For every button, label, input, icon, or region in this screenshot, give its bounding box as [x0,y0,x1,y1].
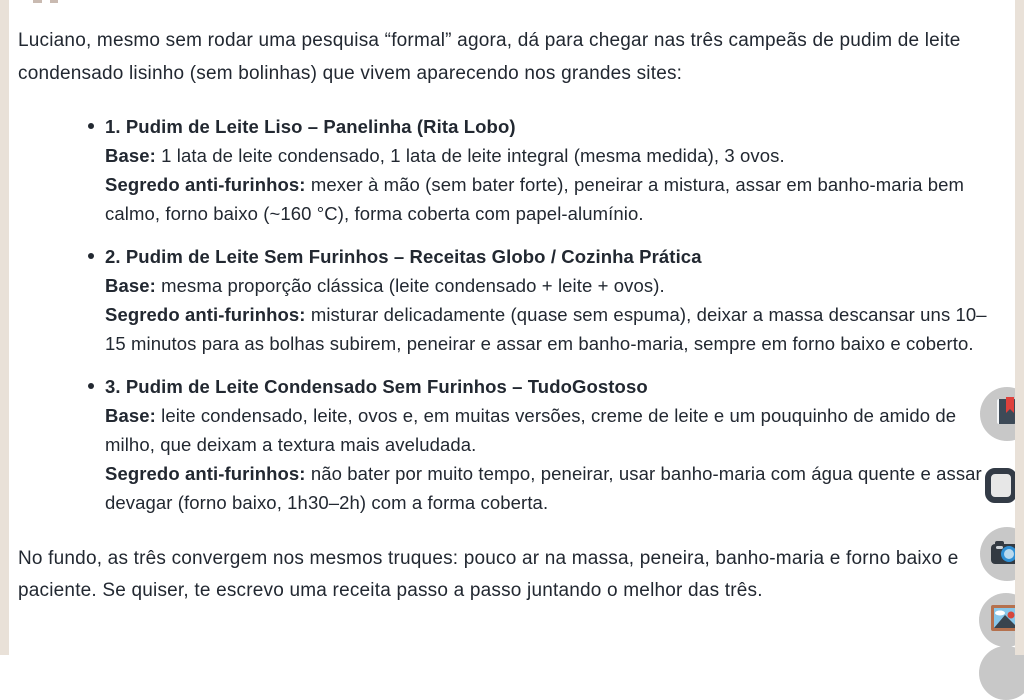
recipe-title: 2. Pudim de Leite Sem Furinhos – Receitas Globo / Cozinha Prática [105,246,702,267]
cutoff-text-remnant [50,0,58,3]
secret-label: Segredo anti-furinhos: [105,174,306,195]
secret-text: misturar delicadamente (quase sem espuma), deixar a massa descansar uns 10–15 minutos para as bolhas subirem, peneirar e assar em banho-maria, sempre em forno baixo e coberto. [105,304,987,354]
base-label: Base: [105,275,156,296]
base-text: leite condensado, leite, ovos e, em muitas versões, creme de leite e um pouquinho de amido de milho, que deixam a textura mais aveludada. [105,405,957,455]
conclusion-paragraph: No fundo, as três convergem nos mesmos truques: pouco ar na massa, peneira, banho-maria e forno baixo e paciente. Se quiser, te escrevo uma receita passo a passo juntando o melhor das três. [18,548,959,601]
list-item [105,112,993,228]
bullet-dot [88,383,94,389]
base-label: Base: [105,405,156,426]
list-item [105,242,993,358]
base-text: mesma proporção clássica (leite condensado + leite + ovos). [161,275,665,296]
recipe-secret-line [105,459,993,517]
base-label: Base: [105,145,156,166]
secret-label: Segredo anti-furinhos: [105,304,306,325]
bullet-dot [88,123,94,129]
recipe-secret-line [105,300,993,358]
bullet-dot [88,253,94,259]
intro-paragraph: Luciano, mesmo sem rodar uma pesquisa “formal” agora, dá para chegar nas três campeãs de pudim de leite condensado lisinho (sem bolinhas) que vivem aparecendo nos grandes sites: [18,30,961,84]
list-item [105,372,993,517]
recipe-list [18,112,993,517]
chat-message [18,24,993,607]
rounded-square-frame-icon[interactable] [985,468,1017,503]
base-text: 1 lata de leite condensado, 1 lata de leite integral (mesma medida), 3 ovos. [161,145,785,166]
recipe-base-line [105,401,993,459]
left-edge-rail [0,0,9,655]
recipe-base-line [105,141,993,170]
recipe-secret-line [105,170,993,228]
recipe-title: 3. Pudim de Leite Condensado Sem Furinhos – TudoGostoso [105,376,648,397]
recipe-base-line [105,271,993,300]
right-edge-rail [1015,0,1024,655]
cutoff-text-remnant [33,0,42,3]
secret-text: mexer à mão (sem bater forte), peneirar a mistura, assar em banho-maria bem calmo, forno baixo (~160 °C), forma coberta com papel-alumínio. [105,174,965,224]
secret-label: Segredo anti-furinhos: [105,463,306,484]
recipe-title: 1. Pudim de Leite Liso – Panelinha (Rita Lobo) [105,116,516,137]
secret-text: não bater por muito tempo, peneirar, usar banho-maria com água quente e assar devagar (forno baixo, 1h30–2h) com a forma coberta. [105,463,982,513]
